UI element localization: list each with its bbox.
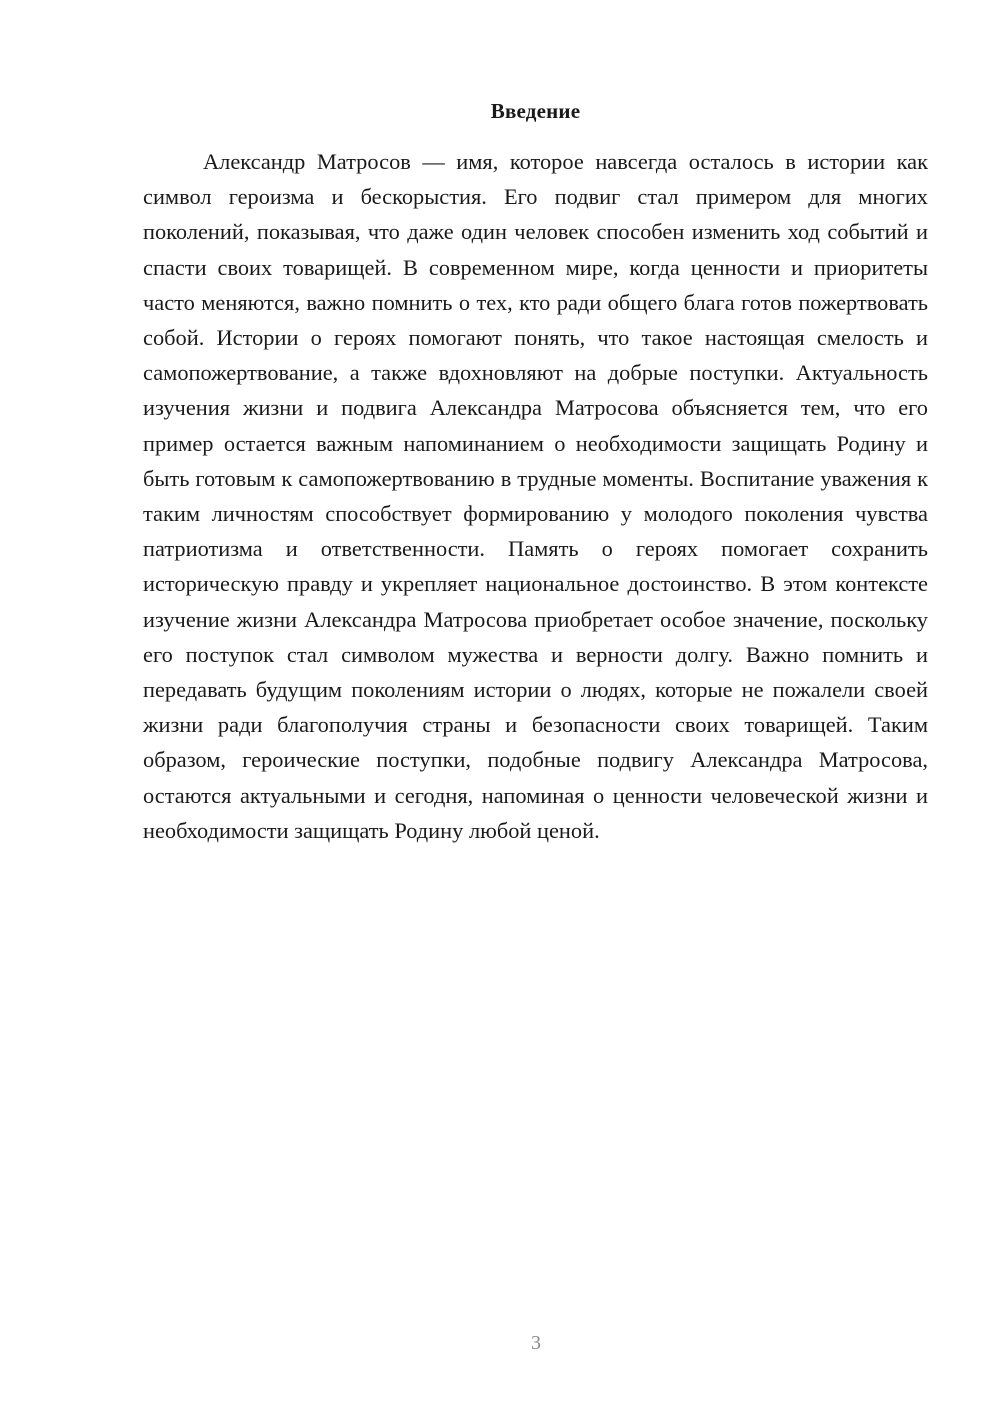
body-paragraph: Александр Матросов — имя, которое навсегда осталось в истории как символ героизма и бескорыстия. Его подвиг стал примером для многих поколений, показывая, что даже один человек способен изменить ход событий и спасти своих товарищей. В современном мире, когда ценности и приоритеты часто меняются, важно помнить о тех, кто ради общего блага готов пожертвовать собой. Истории о героях помогают понять, что такое настоящая смелость и самопожертвование, а также вдохновляют на добрые поступки. Актуальность изучения жизни и подвига Александра Матросова объясняется тем, что его пример остается важным напоминанием о необходимости защищать Родину и быть готовым к самопожертвованию в трудные моменты. Воспитание уважения к таким личностям способствует формированию у молодого поколения чувства патриотизма и ответственности. Память о героях помогает сохранить историческую правду и укрепляет национальное достоинство. В этом контексте изучение жизни Александра Матросова приобретает особое значение, поскольку его поступок стал символом мужества и верности долгу. Важно помнить и передавать будущим поколениям истории о людях, которые не пожалели своей жизни ради благополучия страны и безопасности своих товарищей. Таким образом, героические поступки, подобные подвигу Александра Матросова, остаются актуальными и сегодня, напоминая о ценности человеческой жизни и необходимости защищать Родину любой ценой. [143, 149, 928, 843]
section-heading: Введение [490, 99, 581, 123]
page-number: 3 [531, 1332, 541, 1354]
